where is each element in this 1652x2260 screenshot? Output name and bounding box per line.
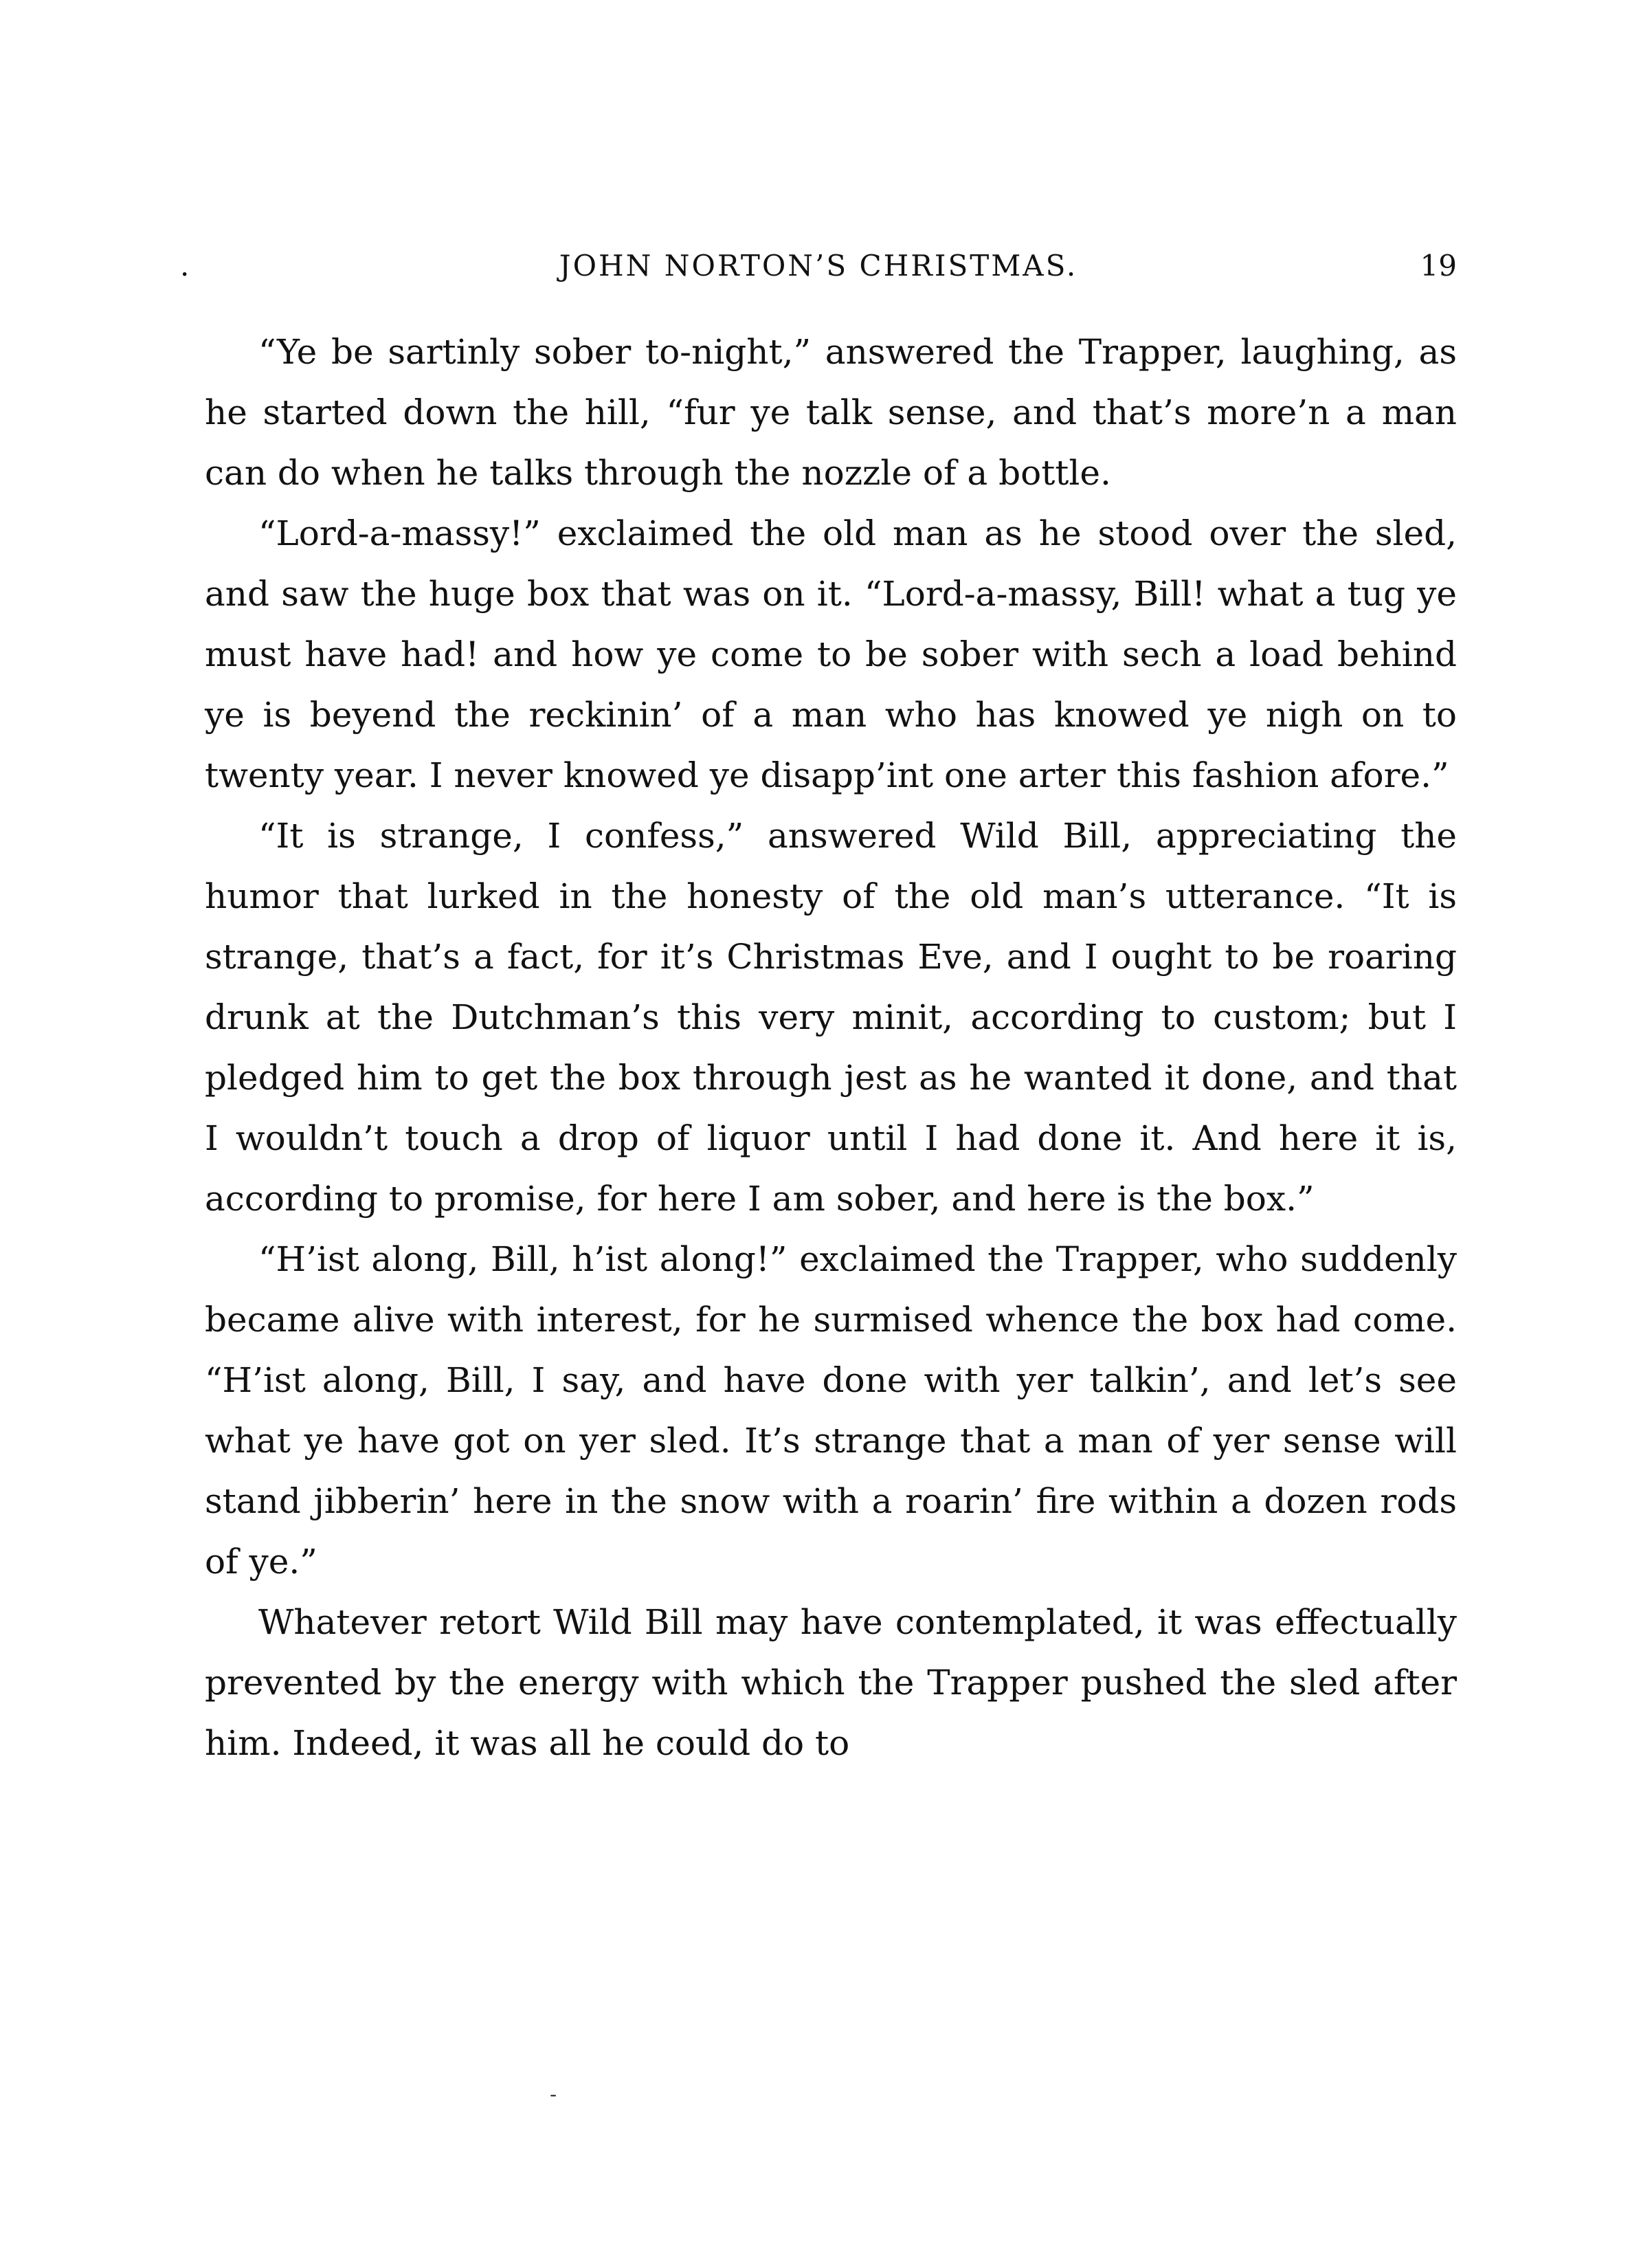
page-number: 19 xyxy=(1420,249,1457,282)
paragraph: “Ye be sartinly sober to-night,” answered the Trapper, laughing, as he started down the hill, “fur ye talk sense, and that’s more’n a man can do when he talks through the nozzle of a bottle. xyxy=(205,332,1457,493)
running-title: JOHN NORTON’S CHRISTMAS. xyxy=(559,249,1078,282)
footer-mark: - xyxy=(550,2083,557,2107)
page-body xyxy=(205,322,1457,1773)
paragraph: Whatever retort Wild Bill may have contemplated, it was effectually prevented by the energy with which the Trapper pushed the sled after him. Indeed, it was all he could do to xyxy=(205,1602,1457,1763)
paragraph: “It is strange, I confess,” answered Wild Bill, appreciating the humor that lurked in the honesty of the old man’s utterance. “It is strange, that’s a fact, for it’s Christmas Eve, and I ought to be roaring drunk at the Dutchman’s this very minit, according to custom; but I pledged him to get the box through jest as he wanted it done, and that I wouldn’t touch a drop of liquor until I had done it. And here it is, according to promise, for here I am sober, and here is the box.” xyxy=(205,816,1457,1219)
paragraph: “H’ist along, Bill, h’ist along!” exclaimed the Trapper, who suddenly became alive with interest, for he surmised whence the box had come. “H’ist along, Bill, I say, and have done with yer talkin’, and let’s see what ye have got on yer sled. It’s strange that a man of yer sense will stand jibberin’ here in the snow with a roarin’ fire within a dozen rods of ye.” xyxy=(205,1239,1457,1582)
running-header xyxy=(180,249,1457,297)
header-dot: . xyxy=(180,249,192,282)
paragraph: “Lord-a-massy!” exclaimed the old man as he stood over the sled, and saw the huge box that was on it. “Lord-a-massy, Bill! what a tug ye must have had! and how ye come to be sober with sech a load behind ye is beyend the reckinin’ of a man who has knowed ye nigh on to twenty year. I never knowed ye disapp’int one arter this fashion afore.” xyxy=(205,513,1457,795)
